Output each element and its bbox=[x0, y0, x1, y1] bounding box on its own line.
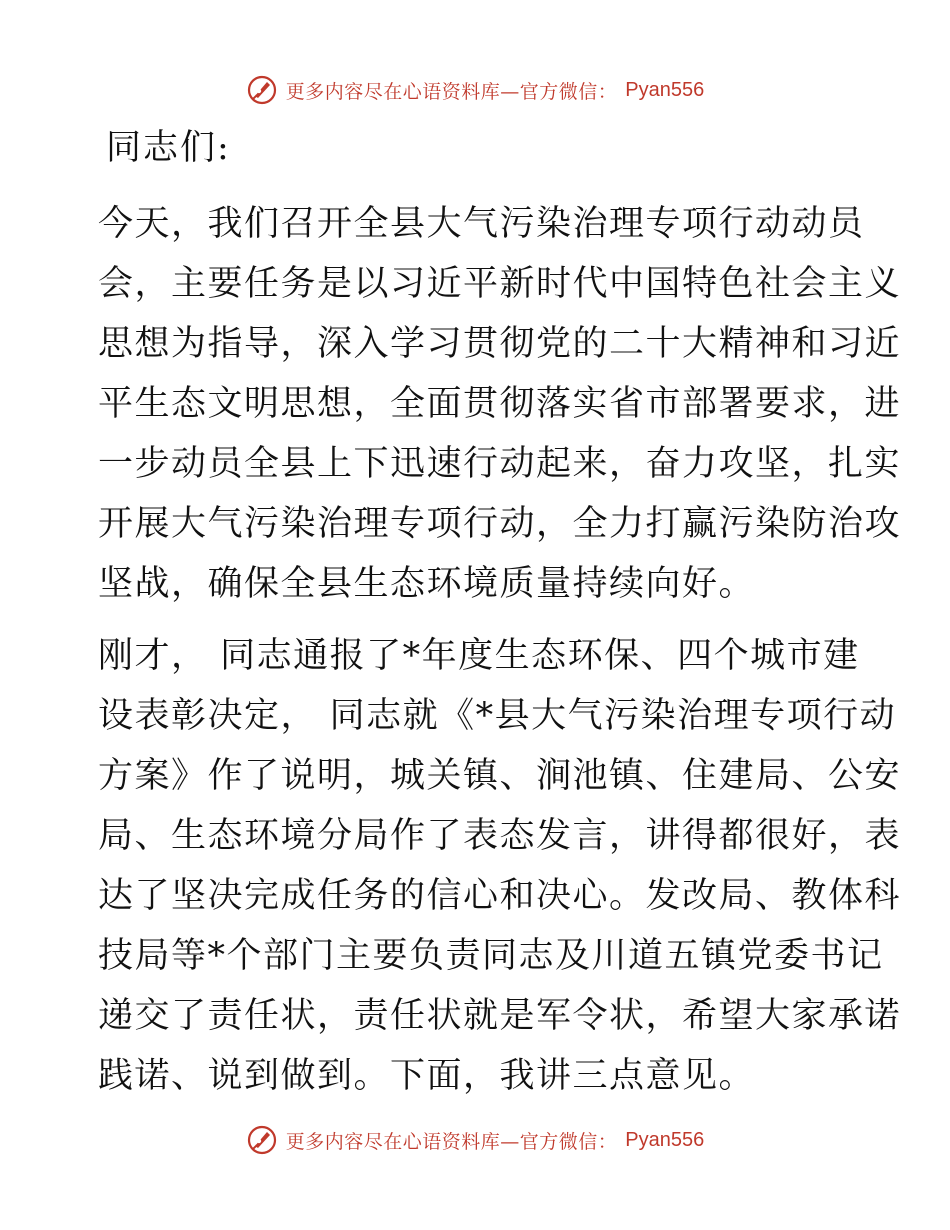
text-line: 方案》作了说明，城关镇、涧池镇、住建局、公安 bbox=[98, 756, 902, 796]
text-line: 递交了责任状，责任状就是军令状，希望大家承诺 bbox=[98, 996, 902, 1036]
text-line: 设表彰决定， 同志就《*县大气污染治理专项行动 bbox=[98, 696, 897, 736]
text-line: 会，主要任务是以习近平新时代中国特色社会主义 bbox=[98, 264, 902, 304]
text-line: 践诺、说到做到。下面，我讲三点意见。 bbox=[98, 1056, 756, 1096]
quill-logo-icon bbox=[246, 1124, 278, 1156]
text-line: 今天，我们召开全县大气污染治理专项行动动员 bbox=[98, 204, 865, 244]
watermark-account: Pyan556 bbox=[625, 78, 705, 101]
document-body bbox=[98, 122, 902, 1106]
watermark-text: 更多内容尽在心语资料库—官方微信： bbox=[285, 1130, 618, 1153]
footer-watermark bbox=[0, 1120, 950, 1160]
text-line: 刚才， 同志通报了*年度生态环保、四个城市建 bbox=[98, 636, 860, 676]
text-line: 技局等*个部门主要负责同志及川道五镇党委书记 bbox=[98, 936, 884, 976]
text-line: 达了坚决完成任务的信心和决心。发改局、教体科 bbox=[98, 876, 902, 916]
paragraph-review bbox=[98, 626, 902, 1106]
paragraph-opening bbox=[98, 194, 902, 614]
header-watermark bbox=[0, 70, 950, 110]
quill-logo-icon bbox=[246, 74, 278, 106]
text-line: 坚战，确保全县生态环境质量持续向好。 bbox=[98, 564, 756, 604]
text-line: 局、生态环境分局作了表态发言，讲得都很好，表 bbox=[98, 816, 902, 856]
salutation: 同志们: bbox=[106, 128, 231, 168]
text-line: 思想为指导，深入学习贯彻党的二十大精神和习近 bbox=[98, 324, 902, 364]
text-line: 平生态文明思想，全面贯彻落实省市部署要求，进 bbox=[98, 384, 902, 424]
watermark-account: Pyan556 bbox=[625, 1128, 705, 1151]
text-line: 开展大气污染治理专项行动，全力打赢污染防治攻 bbox=[98, 504, 902, 544]
text-line: 一步动员全县上下迅速行动起来，奋力攻坚，扎实 bbox=[98, 444, 902, 484]
watermark-text: 更多内容尽在心语资料库—官方微信： bbox=[285, 80, 618, 103]
